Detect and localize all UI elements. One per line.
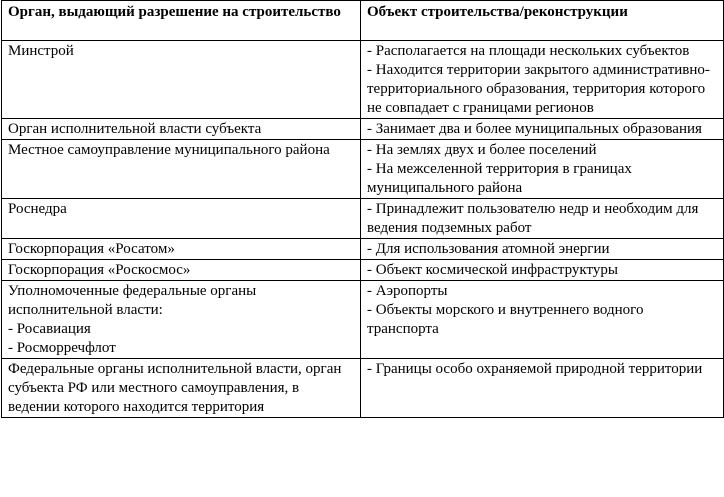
object-cell [361, 41, 724, 119]
object-cell [361, 199, 724, 239]
authority-cell [2, 140, 361, 199]
object-cell [361, 140, 724, 199]
object-item: - Принадлежит пользователю недр и необходим для ведения подземных работ [367, 201, 699, 236]
authority-cell [2, 119, 361, 140]
table-row [2, 260, 724, 281]
table-row [2, 41, 724, 119]
header-object: Объект строительства/реконструкции [361, 1, 724, 41]
object-cell [361, 359, 724, 418]
table-row [2, 239, 724, 260]
authority-cell [2, 359, 361, 418]
object-cell [361, 260, 724, 281]
object-item: - Располагается на площади нескольких субъектов [367, 43, 690, 59]
authority-item: - Росавиация [8, 321, 91, 337]
object-item: - Границы особо охраняемой природной территории [367, 361, 703, 377]
authority-item: - Росморречфлот [8, 340, 116, 356]
table-row [2, 199, 724, 239]
table-header-row [2, 1, 724, 41]
table-row [2, 119, 724, 140]
table-row [2, 140, 724, 199]
authority-cell [2, 281, 361, 359]
object-cell [361, 239, 724, 260]
authority-cell [2, 239, 361, 260]
authority-cell [2, 199, 361, 239]
header-authority: Орган, выдающий разрешение на строительство [2, 1, 361, 41]
authority-text: Госкорпорация «Росатом» [8, 241, 175, 257]
object-item: - Для использования атомной энергии [367, 241, 610, 257]
authority-cell [2, 41, 361, 119]
object-item: - Находится территории закрытого административно-территориального образования, территория которого не совпадает с границами регионов [367, 62, 710, 116]
authority-text: Федеральные органы исполнительной власти, орган субъекта РФ или местного самоуправления, в ведении которого находится территория [8, 361, 342, 415]
authority-text: Орган исполнительной власти субъекта [8, 121, 262, 137]
permits-table [1, 0, 724, 418]
table-row [2, 281, 724, 359]
object-item: - Аэропорты [367, 283, 448, 299]
object-cell [361, 281, 724, 359]
authority-text: Уполномоченные федеральные органы исполнительной власти: [8, 283, 257, 318]
authority-text: Госкорпорация «Роскосмос» [8, 262, 191, 278]
object-item: - Занимает два и более муниципальных образования [367, 121, 702, 137]
authority-cell [2, 260, 361, 281]
table-row [2, 359, 724, 418]
object-item: - На межселенной территория в границах муниципального района [367, 161, 632, 196]
authority-text: Роснедра [8, 201, 67, 217]
authority-text: Местное самоуправление муниципального района [8, 142, 330, 158]
authority-text: Минстрой [8, 43, 74, 59]
object-item: - Объект космической инфраструктуры [367, 262, 618, 278]
object-cell [361, 119, 724, 140]
object-item: - Объекты морского и внутреннего водного транспорта [367, 302, 644, 337]
object-item: - На землях двух и более поселений [367, 142, 597, 158]
